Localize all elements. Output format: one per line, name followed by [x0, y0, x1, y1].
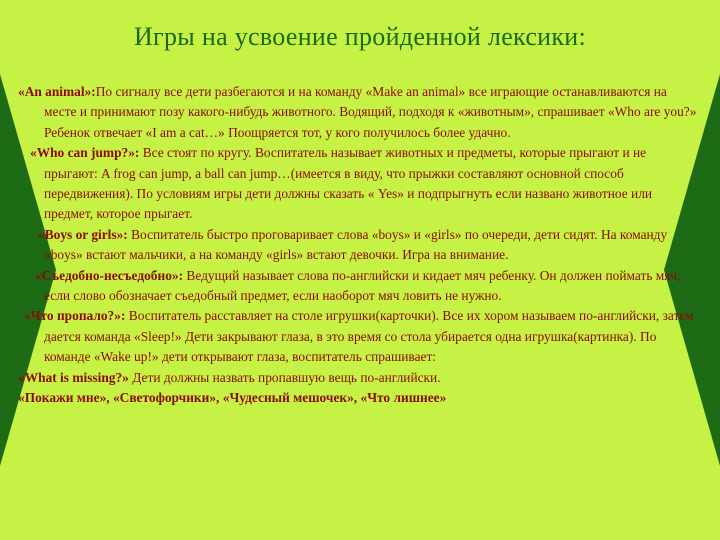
game-name: «An animal»: — [18, 84, 96, 99]
game-name: «Что пропало?»: — [24, 308, 126, 324]
game-boys-or-girls — [18, 225, 698, 266]
game-description: Ведущий называет слова по-английски и кидает мяч ребенку. Он должен поймать мяч, если слово обозначает съедобный предмет, если наоборот мяч ловить не нужно. — [44, 267, 681, 304]
game-description: По сигналу все дети разбегаются и на команду «Make an animal» все играющие останавливаются на месте и принимают позу какого-нибудь животного. Водящий, подходя к «животным», спрашивает «Who are you?» Ребенок отвечает «I am a cat…» Поощряется тот, у кого получилось более удачно. — [44, 84, 697, 140]
game-description: Все стоят по кругу. Воспитатель называет животных и предметы, которые прыгают и не прыгают: A frog can jump, a ball can jump…(имеется в виду, что прыжки составляют основной способ передвижения). По условиям игры дети должны сказать « Yes» и подпрыгнуть если названо животное или предмет, которое прыгает. — [44, 145, 653, 222]
game-names: «Покажи мне», «Светофорчики», «Чудесный мешочек», «Что лишнее» — [18, 390, 447, 406]
game-name: «Съедобно-несъедобно»: — [35, 267, 184, 283]
game-description: Воспитатель расставляет на столе игрушки(карточки). Все их хором называем по-английски, затем дается команда «Sleep!» Дети закрывают глаза, в это время со стола убирается одна игрушка(картинка). По команде «Wake up!» дети открывают глаза, воспитатель спрашивает: — [44, 308, 694, 365]
game-edible-inedible — [18, 266, 698, 307]
other-games-list — [18, 388, 698, 408]
game-what-disappeared — [18, 306, 698, 367]
game-what-is-missing — [18, 368, 698, 388]
game-who-can-jump — [18, 143, 698, 225]
game-an-animal — [18, 82, 698, 143]
game-description: Дети должны назвать пропавшую вещь по-английски. — [128, 369, 441, 385]
game-name: «Who can jump?»: — [30, 145, 140, 161]
slide-title: Игры на усвоение пройденной лексики: — [133, 22, 587, 51]
game-name: «Boys or girls»: — [38, 226, 128, 242]
game-name: «What is missing?» — [18, 369, 129, 385]
game-description: Воспитатель быстро проговаривает слова «boys» и «girls» по очереди, дети сидят. На команду «boys» встают мальчики, а на команду «girls» встают девочки. Игра на внимание. — [44, 226, 668, 263]
slide-body — [18, 82, 698, 409]
